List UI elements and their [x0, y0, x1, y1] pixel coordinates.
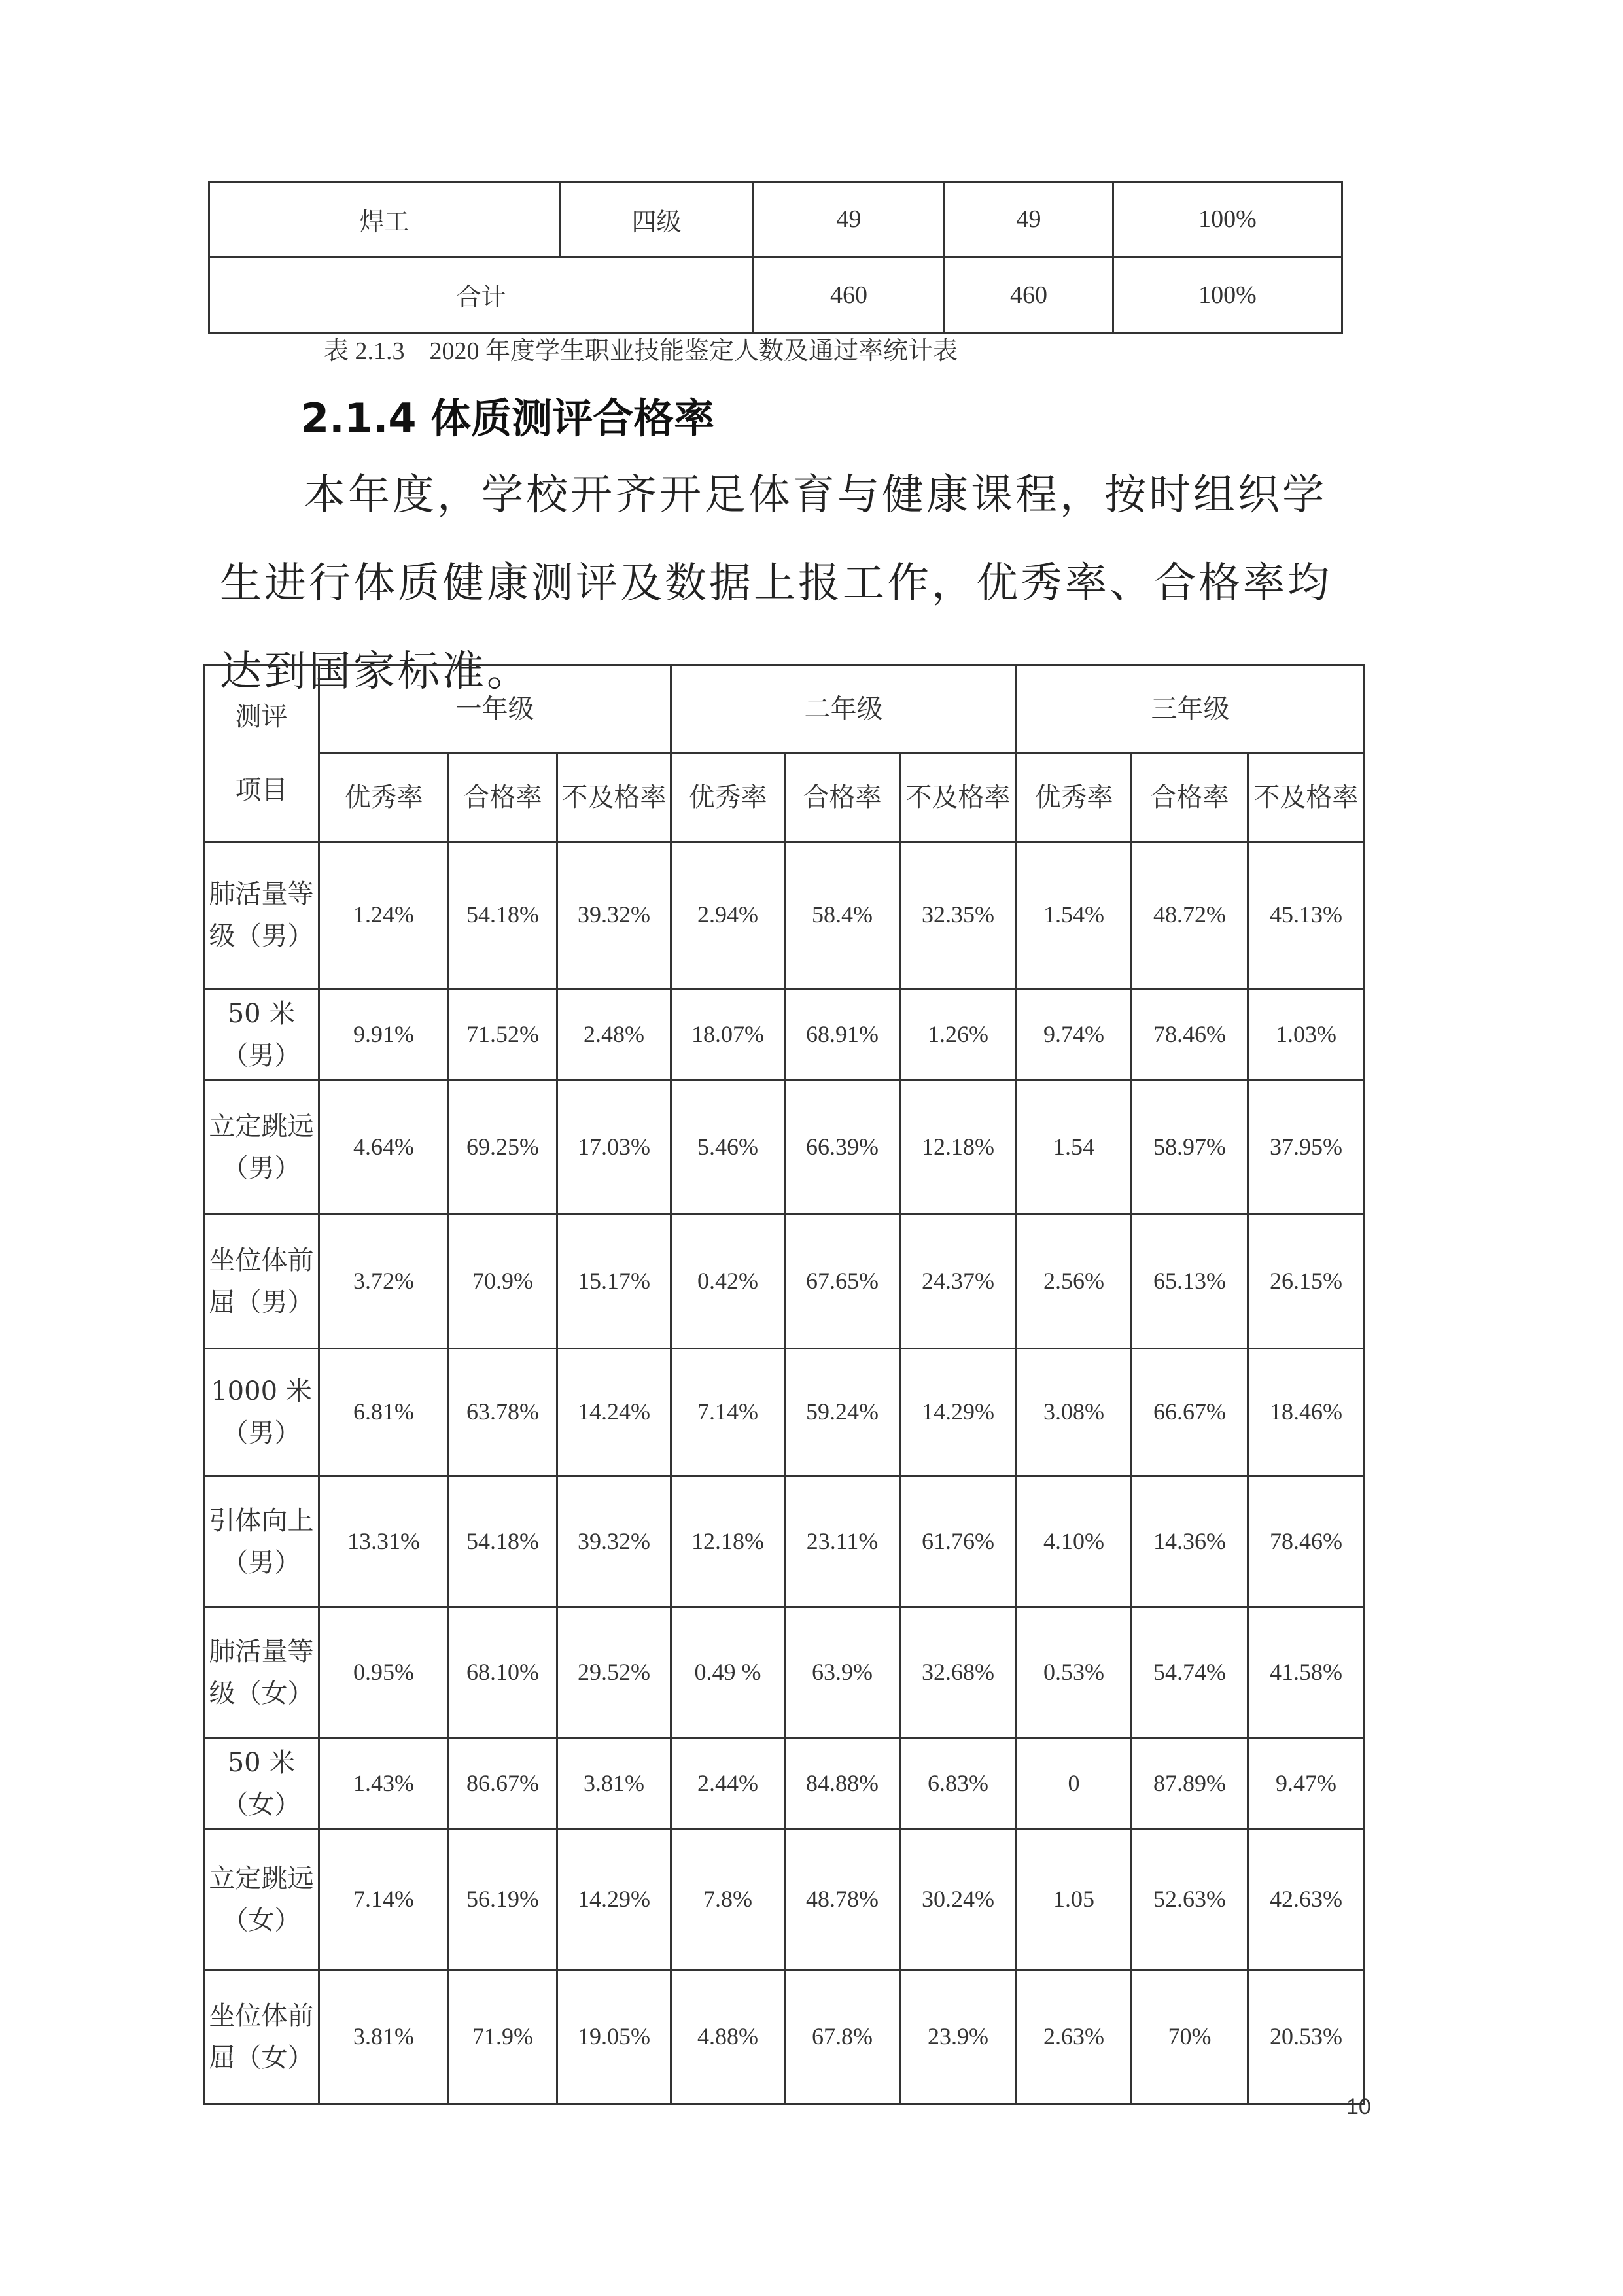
- rate-cell: 70.9%: [449, 1215, 557, 1349]
- rate-cell: 41.58%: [1248, 1607, 1365, 1738]
- rate-cell: 0: [1017, 1738, 1132, 1830]
- table-cell: 49: [754, 182, 945, 258]
- rate-cell: 0.42%: [671, 1215, 785, 1349]
- rate-cell: 1.54%: [1017, 842, 1132, 989]
- rate-cell: 0.53%: [1017, 1607, 1132, 1738]
- page-number: 10: [1346, 2095, 1371, 2119]
- test-item-label: 50 米（女）: [204, 1738, 319, 1830]
- table-corner-cell: [204, 665, 319, 842]
- rate-cell: 6.81%: [319, 1349, 449, 1476]
- body-paragraph: 本年度，学校开齐开足体育与健康课程，按时组织学生进行体质健康测评及数据上报工作，优秀率、合格率均达到国家标准。: [220, 471, 1332, 696]
- table-row: [204, 1081, 1365, 1215]
- rate-cell: 63.78%: [449, 1349, 557, 1476]
- test-item-label: 肺活量等级（男）: [204, 842, 319, 989]
- table-subheader-row: [204, 754, 1365, 842]
- rate-cell: 71.52%: [449, 989, 557, 1081]
- fitness-test-table: [203, 664, 1365, 2105]
- rate-cell: 71.9%: [449, 1970, 557, 2104]
- table-cell: 焊工: [209, 182, 560, 258]
- subheader-cell: 优秀率: [671, 754, 785, 842]
- table-cell: 100%: [1113, 257, 1342, 333]
- rate-cell: 1.05: [1017, 1830, 1132, 1970]
- test-item-label: 坐位体前屈（女）: [204, 1970, 319, 2104]
- rate-cell: 65.13%: [1132, 1215, 1248, 1349]
- rate-cell: 7.14%: [671, 1349, 785, 1476]
- rate-cell: 54.18%: [449, 842, 557, 989]
- rate-cell: 9.47%: [1248, 1738, 1365, 1830]
- grade-header: 二年级: [671, 665, 1017, 754]
- table-cell: 460: [945, 257, 1113, 333]
- section-title: 2.1.4 体质测评合格率: [301, 394, 715, 442]
- rate-cell: 54.74%: [1132, 1607, 1248, 1738]
- subheader-cell: 不及格率: [557, 754, 671, 842]
- rate-cell: 23.11%: [785, 1476, 900, 1607]
- rate-cell: 68.91%: [785, 989, 900, 1081]
- table-cell: 49: [945, 182, 1113, 258]
- rate-cell: 14.29%: [557, 1830, 671, 1970]
- table-row: [209, 257, 1342, 333]
- rate-cell: 7.14%: [319, 1830, 449, 1970]
- rate-cell: 66.39%: [785, 1081, 900, 1215]
- table-row: [204, 1349, 1365, 1476]
- corner-top-label: 测评: [235, 701, 288, 732]
- rate-cell: 12.18%: [671, 1476, 785, 1607]
- rate-cell: 56.19%: [449, 1830, 557, 1970]
- subheader-cell: 不及格率: [1248, 754, 1365, 842]
- rate-cell: 48.72%: [1132, 842, 1248, 989]
- rate-cell: 3.72%: [319, 1215, 449, 1349]
- grade-header: 三年级: [1017, 665, 1365, 754]
- table-row: [204, 989, 1365, 1081]
- table-cell: 四级: [560, 182, 754, 258]
- test-item-label: 立定跳远（女）: [204, 1830, 319, 1970]
- rate-cell: 4.88%: [671, 1970, 785, 2104]
- rate-cell: 32.35%: [900, 842, 1017, 989]
- table-row: [204, 1607, 1365, 1738]
- rate-cell: 20.53%: [1248, 1970, 1365, 2104]
- rate-cell: 14.24%: [557, 1349, 671, 1476]
- subheader-cell: 优秀率: [1017, 754, 1132, 842]
- rate-cell: 2.94%: [671, 842, 785, 989]
- rate-cell: 3.08%: [1017, 1349, 1132, 1476]
- rate-cell: 7.8%: [671, 1830, 785, 1970]
- rate-cell: 63.9%: [785, 1607, 900, 1738]
- rate-cell: 12.18%: [900, 1081, 1017, 1215]
- rate-cell: 0.95%: [319, 1607, 449, 1738]
- rate-cell: 1.26%: [900, 989, 1017, 1081]
- rate-cell: 15.17%: [557, 1215, 671, 1349]
- rate-cell: 58.4%: [785, 842, 900, 989]
- rate-cell: 67.65%: [785, 1215, 900, 1349]
- rate-cell: 23.9%: [900, 1970, 1017, 2104]
- rate-cell: 78.46%: [1132, 989, 1248, 1081]
- rate-cell: 59.24%: [785, 1349, 900, 1476]
- rate-cell: 48.78%: [785, 1830, 900, 1970]
- table-cell: 合计: [209, 257, 754, 333]
- rate-cell: 2.63%: [1017, 1970, 1132, 2104]
- rate-cell: 9.74%: [1017, 989, 1132, 1081]
- rate-cell: 42.63%: [1248, 1830, 1365, 1970]
- rate-cell: 39.32%: [557, 1476, 671, 1607]
- rate-cell: 2.56%: [1017, 1215, 1132, 1349]
- table-cell: 460: [754, 257, 945, 333]
- table-row: [204, 1738, 1365, 1830]
- subheader-cell: 合格率: [1132, 754, 1248, 842]
- table-row: [204, 1970, 1365, 2104]
- rate-cell: 18.46%: [1248, 1349, 1365, 1476]
- rate-cell: 19.05%: [557, 1970, 671, 2104]
- table-caption: 表 2.1.3 2020 年度学生职业技能鉴定人数及通过率统计表: [324, 338, 958, 365]
- rate-cell: 86.67%: [449, 1738, 557, 1830]
- table-row: [209, 182, 1342, 258]
- grade-header: 一年级: [319, 665, 671, 754]
- table-cell: 100%: [1113, 182, 1342, 258]
- rate-cell: 52.63%: [1132, 1830, 1248, 1970]
- rate-cell: 30.24%: [900, 1830, 1017, 1970]
- table-row: [204, 1830, 1365, 1970]
- rate-cell: 45.13%: [1248, 842, 1365, 989]
- rate-cell: 67.8%: [785, 1970, 900, 2104]
- table-row: [204, 842, 1365, 989]
- rate-cell: 13.31%: [319, 1476, 449, 1607]
- subheader-cell: 不及格率: [900, 754, 1017, 842]
- rate-cell: 4.10%: [1017, 1476, 1132, 1607]
- rate-cell: 1.24%: [319, 842, 449, 989]
- rate-cell: 54.18%: [449, 1476, 557, 1607]
- rate-cell: 1.43%: [319, 1738, 449, 1830]
- rate-cell: 24.37%: [900, 1215, 1017, 1349]
- rate-cell: 1.54: [1017, 1081, 1132, 1215]
- rate-cell: 5.46%: [671, 1081, 785, 1215]
- rate-cell: 0.49 %: [671, 1607, 785, 1738]
- fitness-table-body: [204, 842, 1365, 2104]
- rate-cell: 66.67%: [1132, 1349, 1248, 1476]
- rate-cell: 87.89%: [1132, 1738, 1248, 1830]
- rate-cell: 2.44%: [671, 1738, 785, 1830]
- subheader-cell: 优秀率: [319, 754, 449, 842]
- corner-bottom-label: 项目: [235, 774, 288, 805]
- rate-cell: 68.10%: [449, 1607, 557, 1738]
- test-item-label: 坐位体前屈（男）: [204, 1215, 319, 1349]
- test-item-label: 肺活量等级（女）: [204, 1607, 319, 1738]
- rate-cell: 58.97%: [1132, 1081, 1248, 1215]
- table-row: [204, 1215, 1365, 1349]
- table-row: [204, 1476, 1365, 1607]
- rate-cell: 32.68%: [900, 1607, 1017, 1738]
- rate-cell: 14.29%: [900, 1349, 1017, 1476]
- test-item-label: 立定跳远（男）: [204, 1081, 319, 1215]
- test-item-label: 50 米（男）: [204, 989, 319, 1081]
- rate-cell: 39.32%: [557, 842, 671, 989]
- rate-cell: 78.46%: [1248, 1476, 1365, 1607]
- table-header-row: [204, 665, 1365, 754]
- rate-cell: 4.64%: [319, 1081, 449, 1215]
- test-item-label: 1000 米（男）: [204, 1349, 319, 1476]
- rate-cell: 18.07%: [671, 989, 785, 1081]
- rate-cell: 9.91%: [319, 989, 449, 1081]
- rate-cell: 6.83%: [900, 1738, 1017, 1830]
- rate-cell: 3.81%: [557, 1738, 671, 1830]
- rate-cell: 70%: [1132, 1970, 1248, 2104]
- rate-cell: 26.15%: [1248, 1215, 1365, 1349]
- rate-cell: 2.48%: [557, 989, 671, 1081]
- rate-cell: 61.76%: [900, 1476, 1017, 1607]
- rate-cell: 1.03%: [1248, 989, 1365, 1081]
- rate-cell: 84.88%: [785, 1738, 900, 1830]
- subheader-cell: 合格率: [449, 754, 557, 842]
- subheader-cell: 合格率: [785, 754, 900, 842]
- rate-cell: 17.03%: [557, 1081, 671, 1215]
- rate-cell: 29.52%: [557, 1607, 671, 1738]
- test-item-label: 引体向上（男）: [204, 1476, 319, 1607]
- rate-cell: 14.36%: [1132, 1476, 1248, 1607]
- rate-cell: 69.25%: [449, 1081, 557, 1215]
- rate-cell: 37.95%: [1248, 1081, 1365, 1215]
- vocational-skill-table: [208, 181, 1343, 334]
- rate-cell: 3.81%: [319, 1970, 449, 2104]
